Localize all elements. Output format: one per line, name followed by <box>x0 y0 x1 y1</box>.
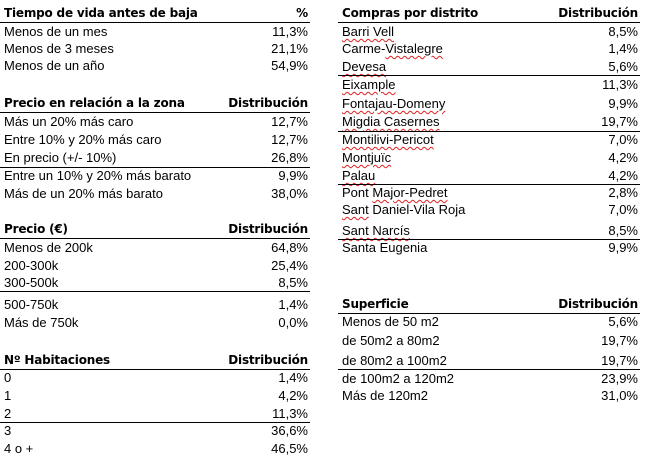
row-label: Barri Vell <box>342 24 395 39</box>
column-header: Distribución <box>558 297 638 311</box>
row-label: Carme-Vistalegre <box>342 41 443 56</box>
row-label: Migdia Casernes <box>342 114 440 129</box>
table-header <box>0 6 310 22</box>
row-label-part: Major-Pedret <box>372 185 448 200</box>
divider <box>0 22 310 23</box>
table-row <box>0 297 310 313</box>
row-value: 25,4% <box>271 258 308 273</box>
table-header <box>0 96 310 112</box>
row-label: Más de un 20% más barato <box>4 186 163 201</box>
row-label: Menos de un año <box>4 58 105 73</box>
table-superficie <box>338 297 640 407</box>
divider <box>338 369 640 370</box>
row-label: Más de 750k <box>4 315 79 330</box>
row-label-part: Sant <box>342 202 369 217</box>
row-value: 26,8% <box>271 150 308 165</box>
table-row <box>0 370 310 386</box>
table-row <box>0 406 310 422</box>
table-row <box>0 41 310 57</box>
column-header: % <box>296 6 308 20</box>
row-value: 7,0% <box>608 132 638 147</box>
row-label: 4 o + <box>4 441 34 456</box>
table-row <box>338 185 640 201</box>
row-value: 8,5% <box>608 223 638 238</box>
table-compras-distrito <box>338 0 640 260</box>
row-label: Pont Major-Pedret <box>342 185 448 200</box>
table-row <box>338 333 640 349</box>
row-value: 1,4% <box>278 297 308 312</box>
row-label-part: Vistalegre <box>385 41 443 56</box>
table-habitaciones <box>0 353 310 462</box>
table-header <box>338 6 640 22</box>
row-label: Devesa <box>342 59 387 74</box>
table-title: Superficie <box>342 297 409 311</box>
row-value: 4,2% <box>608 150 638 165</box>
table-row <box>338 168 640 184</box>
row-value: 9,9% <box>608 96 638 111</box>
table-row <box>0 240 310 256</box>
row-value: 31,0% <box>601 388 638 403</box>
table-row <box>338 114 640 130</box>
column-header: Distribución <box>228 353 308 367</box>
row-label: En precio (+/- 10%) <box>4 150 117 165</box>
table-header <box>0 353 310 369</box>
row-value: 5,6% <box>608 59 638 74</box>
row-value: 9,9% <box>278 168 308 183</box>
row-label: de 50m2 a 80m2 <box>342 333 440 348</box>
row-value: 38,0% <box>271 186 308 201</box>
table-row <box>338 371 640 387</box>
table-precio <box>0 222 310 332</box>
column-header: Distribución <box>228 96 308 110</box>
row-value: 4,2% <box>278 388 308 403</box>
table-row <box>338 96 640 112</box>
table-row <box>338 240 640 256</box>
row-value: 2,8% <box>608 185 638 200</box>
table-row <box>0 150 310 166</box>
row-label: 0 <box>4 370 12 385</box>
row-value: 8,5% <box>278 275 308 290</box>
table-row <box>338 24 640 40</box>
table-title: Precio (€) <box>4 222 68 236</box>
table-row <box>338 59 640 75</box>
row-label: 200-300k <box>4 258 59 273</box>
row-value: 64,8% <box>271 240 308 255</box>
row-label: de 100m2 a 120m2 <box>342 371 455 386</box>
divider <box>338 22 640 23</box>
divider <box>0 112 310 113</box>
table-title: Precio en relación a la zona <box>4 96 185 110</box>
table-row <box>338 132 640 148</box>
table-row <box>0 441 310 457</box>
table-row <box>0 58 310 74</box>
row-value: 19,7% <box>601 333 638 348</box>
table-row <box>338 77 640 93</box>
row-label: Menos de 200k <box>4 240 93 255</box>
row-label: Entre un 10% y 20% más barato <box>4 168 192 183</box>
row-value: 11,3% <box>272 406 308 421</box>
table-row <box>0 132 310 148</box>
table-row <box>338 388 640 404</box>
row-label: 3 <box>4 423 12 438</box>
column-header: Distribución <box>228 222 308 236</box>
row-label: Palau <box>342 168 376 183</box>
row-label: Montilivi-Pericot <box>342 132 434 147</box>
row-label: 500-750k <box>4 297 59 312</box>
row-label: 300-500k <box>4 275 59 290</box>
row-label: Sant Daniel-Vila Roja <box>342 202 466 217</box>
table-row <box>0 114 310 130</box>
row-label: de 80m2 a 100m2 <box>342 353 447 368</box>
table-row <box>0 315 310 331</box>
row-value: 1,4% <box>608 41 638 56</box>
row-value: 23,9% <box>601 371 638 386</box>
row-label: Más un 20% más caro <box>4 114 134 129</box>
table-row <box>0 388 310 404</box>
row-value: 11,3% <box>602 77 638 92</box>
row-value: 0,0% <box>278 315 308 330</box>
row-value: 46,5% <box>271 441 308 456</box>
row-value: 9,9% <box>608 240 638 255</box>
row-value: 12,7% <box>271 114 308 129</box>
row-value: 12,7% <box>271 132 308 147</box>
divider <box>0 291 310 292</box>
table-row <box>0 168 310 184</box>
table-title: Compras por distrito <box>342 6 479 20</box>
row-value: 36,6% <box>271 423 308 438</box>
row-value: 1,4% <box>278 370 308 385</box>
table-row <box>0 186 310 202</box>
row-label: 1 <box>4 388 12 403</box>
row-label: Eixample <box>342 77 396 92</box>
table-title: Nº Habitaciones <box>4 353 110 367</box>
table-tiempo-de-vida <box>0 0 310 80</box>
table-row <box>338 150 640 166</box>
table-row <box>338 353 640 369</box>
table-title: Tiempo de vida antes de baja <box>4 6 198 20</box>
table-row <box>338 314 640 330</box>
row-value: 54,9% <box>271 58 308 73</box>
column-header: Distribución <box>558 6 638 20</box>
row-value: 5,6% <box>608 314 638 329</box>
table-header <box>0 222 310 238</box>
row-value: 19,7% <box>601 114 638 129</box>
table-row <box>338 202 640 218</box>
divider <box>0 238 310 239</box>
row-value: 4,2% <box>608 168 638 183</box>
table-precio-zona <box>0 96 310 206</box>
row-label: Más de 120m2 <box>342 388 428 403</box>
table-row <box>0 24 310 40</box>
row-label: Menos de 50 m2 <box>342 314 439 329</box>
divider <box>338 75 640 76</box>
table-row <box>338 41 640 57</box>
table-row <box>0 423 310 439</box>
row-label: Entre 10% y 20% más caro <box>4 132 162 147</box>
table-row <box>338 223 640 239</box>
row-value: 8,5% <box>608 24 638 39</box>
row-label: Fontajau-Domeny <box>342 96 446 111</box>
row-label: Montjuïc <box>342 150 392 165</box>
table-row <box>0 275 310 291</box>
row-label: Santa Eugenia <box>342 240 428 255</box>
row-value: 11,3% <box>272 24 308 39</box>
row-value: 7,0% <box>608 202 638 217</box>
table-row <box>0 258 310 274</box>
row-label: 2 <box>4 406 12 421</box>
row-value: 19,7% <box>601 353 638 368</box>
row-value: 21,1% <box>271 41 308 56</box>
table-header <box>338 297 640 313</box>
row-label: Menos de 3 meses <box>4 41 114 56</box>
row-label: Menos de un mes <box>4 24 108 39</box>
row-label: Sant Narcís <box>342 223 410 238</box>
